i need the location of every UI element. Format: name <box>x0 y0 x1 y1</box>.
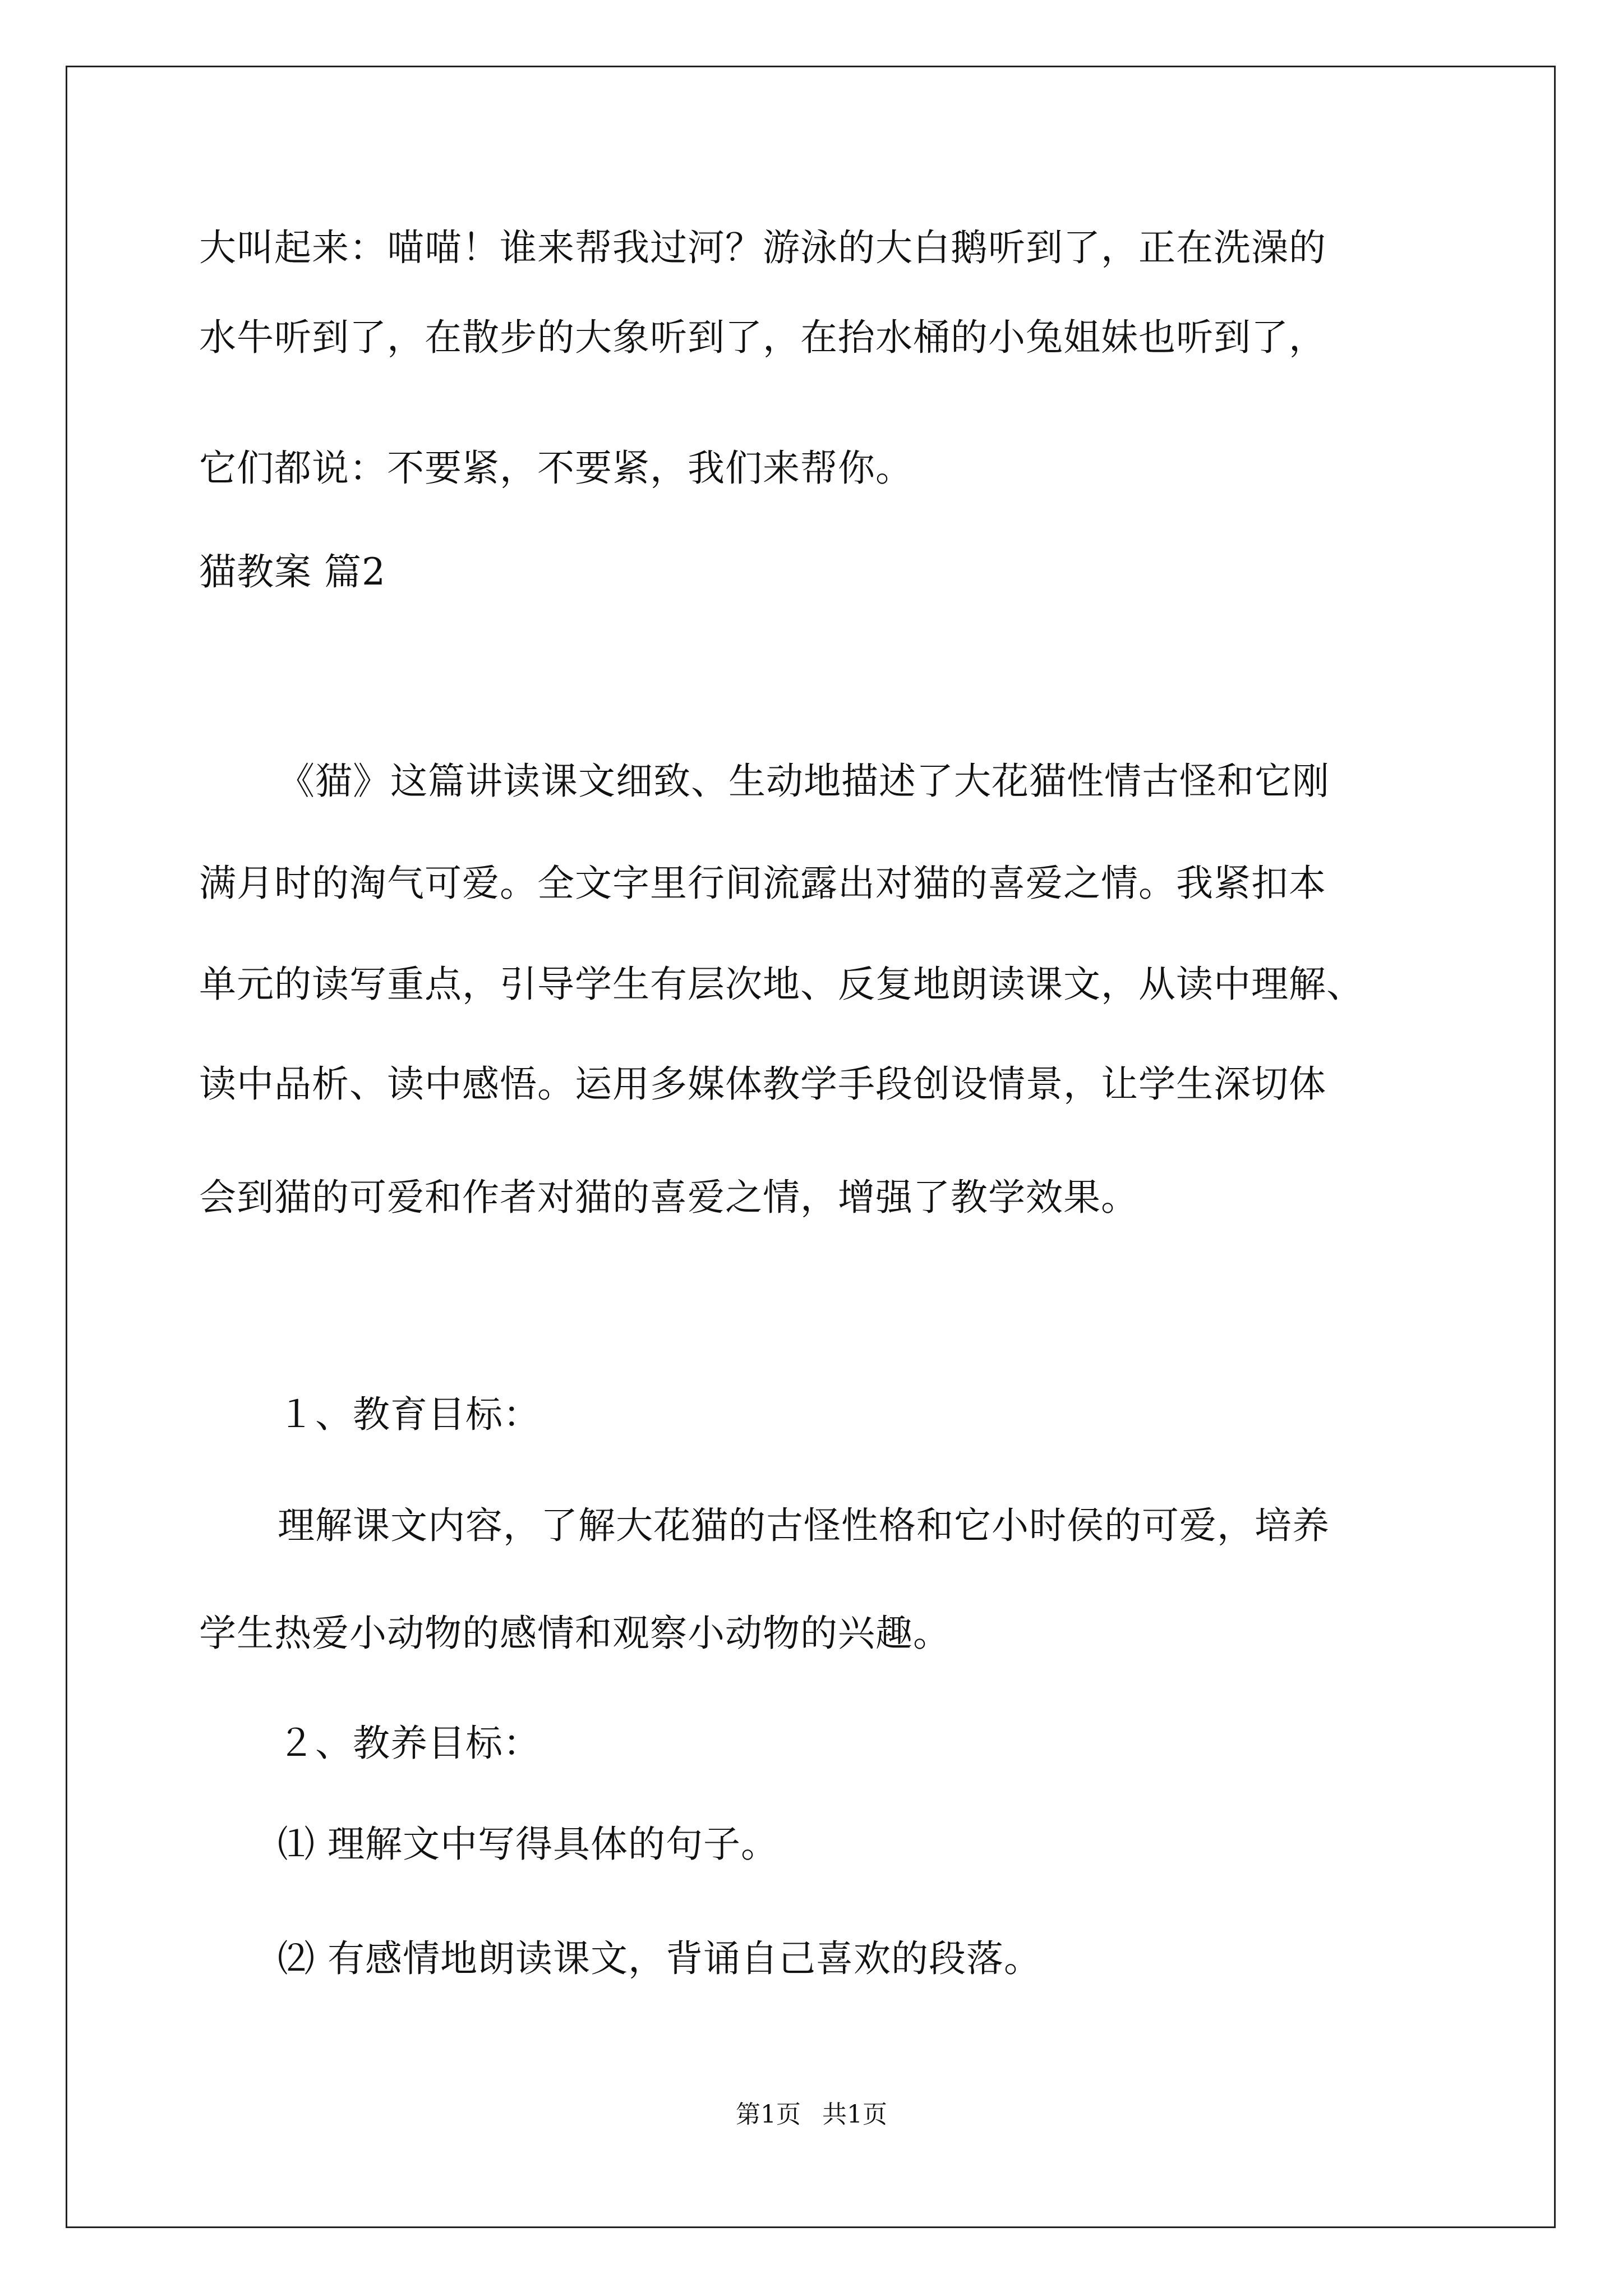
text-line: 理解课文内容，了解大花猫的古怪性格和它小时侯的可爱，培养 <box>278 1504 1330 1547</box>
page-total: 共1页 <box>822 2100 887 2129</box>
text-line: 单元的读写重点，引导学生有层次地、反复地朗读课文，从读中理解、 <box>199 963 1364 1006</box>
text-line: 会到猫的可爱和作者对猫的喜爱之情，增强了教学效果。 <box>199 1176 1138 1219</box>
list-item: ⑵ 有感情地朗读课文，背诵自己喜欢的段落。 <box>278 1937 1041 1980</box>
list-item: ⑴ 理解文中写得具体的句子。 <box>278 1823 778 1866</box>
text-line: 它们都说：不要紧，不要紧，我们来帮你。 <box>199 447 913 490</box>
text-line: 《猫》这篇讲读课文细致、生动地描述了大花猫性情古怪和它刚 <box>278 760 1330 803</box>
text-line: 满月时的淘气可爱。全文字里行间流露出对猫的喜爱之情。我紧扣本 <box>199 862 1326 905</box>
text-line: 学生热爱小动物的感情和观察小动物的兴趣。 <box>199 1612 951 1655</box>
text-line: 大叫起来：喵喵！谁来帮我过河？游泳的大白鹅听到了，正在洗澡的 <box>199 226 1326 269</box>
section-heading: 猫教案 篇2 <box>199 550 386 593</box>
page-number: 第1页 <box>736 2100 801 2129</box>
text-line: 读中品析、读中感悟。运用多媒体教学手段创设情景，让学生深切体 <box>199 1062 1326 1106</box>
text-line: 水牛听到了，在散步的大象听到了，在抬水桶的小兔姐妹也听到了， <box>199 316 1326 359</box>
page-footer <box>0 2098 1623 2132</box>
page-border <box>66 66 1556 2228</box>
list-heading: １、教育目标： <box>278 1393 541 1436</box>
list-heading: ２、教养目标： <box>278 1722 541 1765</box>
